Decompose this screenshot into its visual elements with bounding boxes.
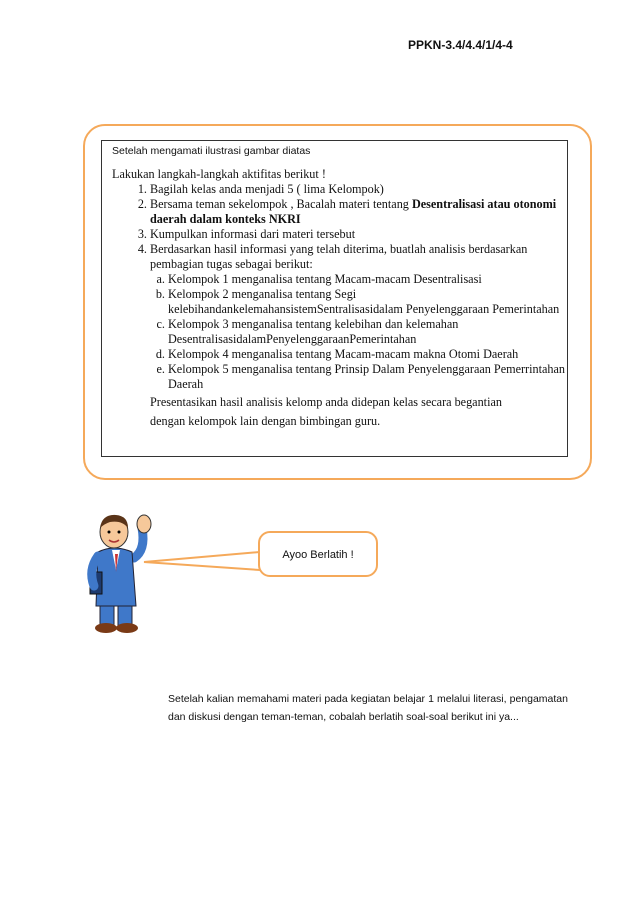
group-item: d. Kelompok 4 menganalisa tentang Macam-macam makna Otomi Daerah bbox=[168, 347, 567, 362]
activity-lead: Lakukan langkah-langkah aktifitas berikut ! bbox=[112, 167, 326, 181]
group-item: e. Kelompok 5 menganalisa tentang Prinsip Dalam Penyelenggaraan Pemerrintahan Daerah bbox=[168, 362, 567, 392]
document-code: PPKN-3.4/4.4/1/4-4 bbox=[408, 38, 513, 52]
groups-list bbox=[112, 272, 567, 392]
steps-list bbox=[112, 182, 567, 272]
closing-text: Setelah kalian memahami materi pada kegiatan belajar 1 melalui literasi, pengamatan dan diskusi dengan teman-teman, cobalah berlatih soal-soal berikut ini ya... bbox=[168, 693, 568, 723]
group-item: b. Kelompok 2 menganalisa tentang Segi kelebihandankelemahansistemSentralisasidalam Penyelenggaraan Pemerintahan bbox=[168, 287, 567, 317]
group-item: a. Kelompok 1 menganalisa tentang Macam-macam Desentralisasi bbox=[168, 272, 567, 287]
activity-intro: Setelah mengamati ilustrasi gambar diatas bbox=[112, 145, 311, 157]
step-item: 1. Bagilah kelas anda menjadi 5 ( lima Kelompok) bbox=[150, 182, 567, 197]
presentation-line: Presentasikan hasil analisis kelomp anda didepan kelas secara begantian bbox=[150, 395, 502, 409]
speech-bubble: Ayoo Berlatih ! bbox=[258, 531, 378, 577]
step-topic: Desentralisasi atau otonomi daerah dalam konteks NKRI bbox=[150, 197, 557, 226]
group-item: c. Kelompok 3 menganalisa tentang kelebihan dan kelemahan DesentralisasidalamPenyelenggaraanPemerintahan bbox=[168, 317, 567, 347]
step-text: Bersama teman sekelompok , Bacalah materi tentang bbox=[150, 197, 412, 211]
step-item bbox=[150, 197, 567, 227]
step-item: 3. Kumpulkan informasi dari materi tersebut bbox=[150, 227, 567, 242]
activity-box bbox=[101, 140, 568, 457]
teacher-waving-icon bbox=[76, 510, 166, 635]
presentation-note bbox=[112, 393, 567, 431]
step-item: 4. Berdasarkan hasil informasi yang telah diterima, buatlah analisis berdasarkan pembagian tugas sebagai berikut: bbox=[150, 242, 567, 272]
presentation-line: dengan kelompok lain dengan bimbingan guru. bbox=[150, 414, 381, 428]
